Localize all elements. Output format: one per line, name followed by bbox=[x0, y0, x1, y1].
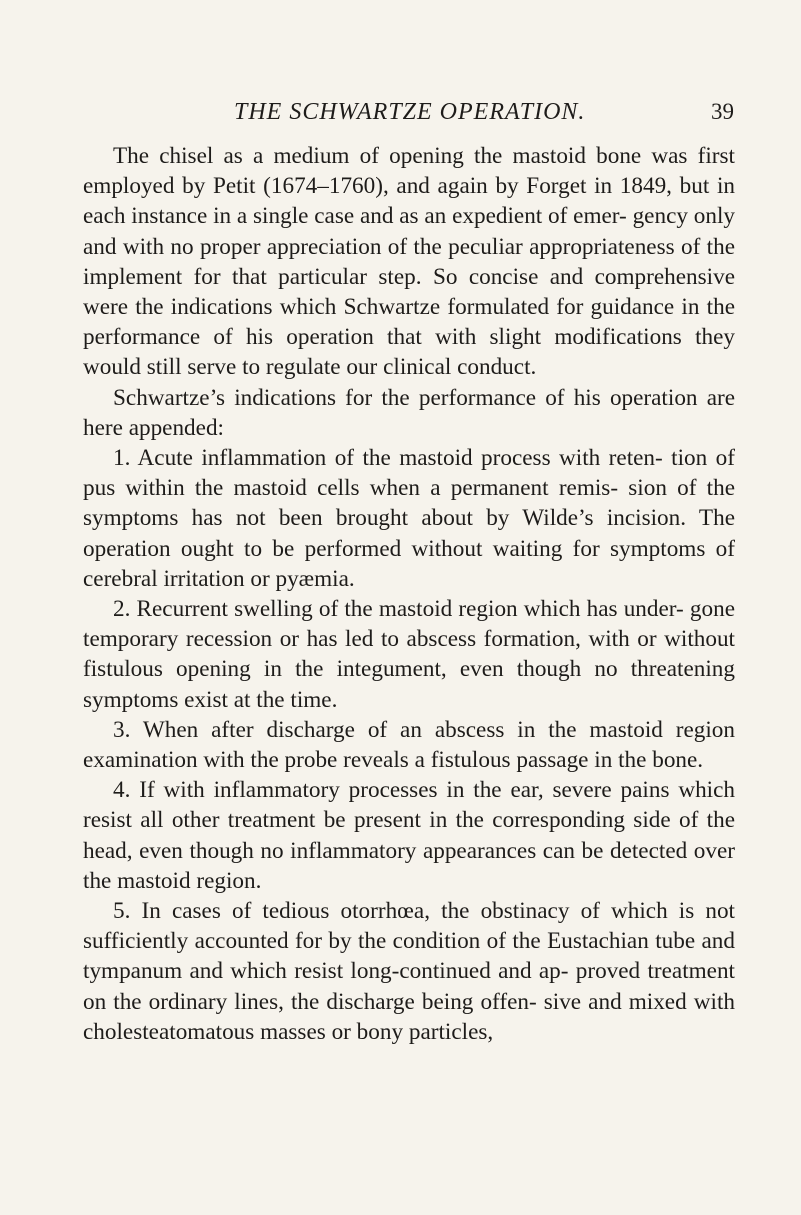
indication-item-2: 2. Recurrent swelling of the mastoid region which has under- gone temporary recession or has led to abscess formation, with or without fistulous opening in the integument, even though no threatening symptoms exist at the time. bbox=[83, 596, 735, 713]
page-number: 39 bbox=[711, 99, 734, 124]
body-text bbox=[83, 141, 735, 1047]
running-title: THE SCHWARTZE OPERATION. bbox=[234, 99, 586, 125]
paragraph-indications-lead: Schwartze’s indications for the performance of his operation are here appended: bbox=[83, 384, 735, 441]
indication-item-1: 1. Acute inflammation of the mastoid process with reten- tion of pus within the mastoid cells when a permanent remis- sion of the symptoms has not been brought about by Wilde’s incision. The operation ought to be performed without waiting for symptoms of cerebral irritation or pyæmia. bbox=[83, 445, 735, 592]
paragraph-intro: The chisel as a medium of opening the mastoid bone was first employed by Petit (1674–1760), and again by Forget in 1849, but in each instance in a single case and as an expedient of emer- gency only and with no proper appreciation of the peculiar appropriateness of the implement for that particular step. So concise and comprehensive were the indications which Schwartze formulated for guidance in the performance of his operation that with slight modifications they would still serve to regulate our clinical conduct. bbox=[83, 143, 735, 381]
running-head bbox=[234, 97, 734, 127]
indication-item-4: 4. If with inflammatory processes in the ear, severe pains which resist all other treatment be present in the corresponding side of the head, even though no inflammatory appearances can be detected over the mastoid region. bbox=[83, 777, 735, 894]
indication-item-3: 3. When after discharge of an abscess in the mastoid region examination with the probe reveals a fistulous passage in the bone. bbox=[83, 716, 735, 774]
indication-item-5: 5. In cases of tedious otorrhœa, the obstinacy of which is not sufficiently accounted for by the condition of the Eustachian tube and tympanum and which resist long-continued and ap- proved treatment on the ordinary lines, the discharge being offen- sive and mixed with cholesteatomatous masses or bony particles, bbox=[83, 898, 735, 1045]
